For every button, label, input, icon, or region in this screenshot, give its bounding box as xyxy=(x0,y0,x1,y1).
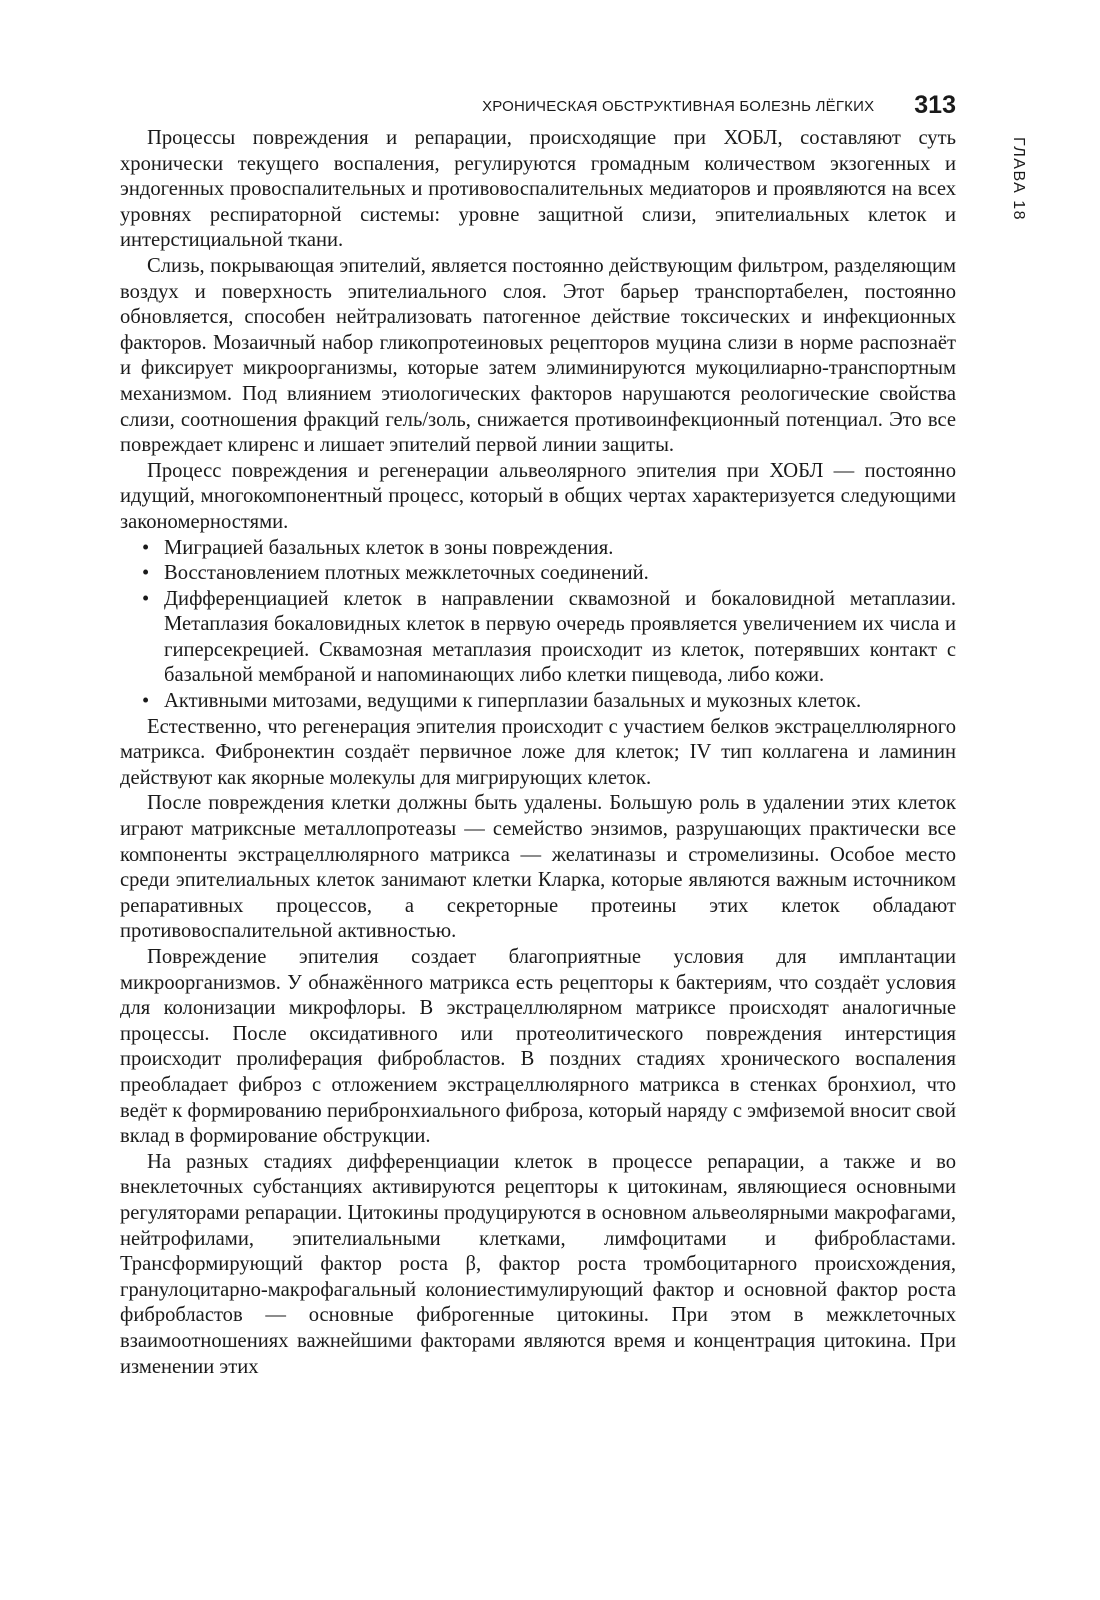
running-header xyxy=(120,88,956,120)
bullet-item xyxy=(120,536,956,562)
bullet-marker: • xyxy=(142,587,150,610)
bullet-item xyxy=(120,689,956,715)
bullet-item xyxy=(120,587,956,689)
paragraph-7: На разных стадиях дифференциации клеток в процессе репарации, а также и во внеклеточных субстанциях активируются рецепторы к цитокинам, являющиеся основными регуляторами репарации. Цитокины продуцируются в основном альвеолярными макрофагами, нейтрофилами, эпителиальными клетками, лимфоцитами и фибробластами. Трансформирующий фактор роста β, фактор роста тромбоцитарного происхождения, гранулоцитарно-макрофагальный колониестимулирующий фактор и основной фактор роста фибробластов — основные фиброгенные цитокины. При этом в межклеточных взаимоотношениях важнейшими факторами являются время и концентрация цитокина. При изменении этих xyxy=(120,1150,956,1378)
bullet-text: Восстановлением плотных межклеточных соединений. xyxy=(164,562,649,585)
bullet-text: Миграцией базальных клеток в зоны повреждения. xyxy=(164,536,614,559)
chapter-label xyxy=(1002,134,1034,224)
paragraph-2: Слизь, покрывающая эпителий, является постоянно действующим фильтром, разделяющим воздух и поверхность эпителиального слоя. Этот барьер транспортабелен, постоянно обновляется, способен нейтрализовать патогенное действие токсических и инфекционных факторов. Мозаичный набор гликопротеиновых рецепторов муцина слизи в норме распознаёт и фиксирует микроорганизмы, которые затем элиминируются мукоцилиарно-транспортным механизмом. Под влиянием этиологических факторов нарушаются реологические свойства слизи, соотношения фракций гель/золь, снижается противоинфекционный потенциал. Это все повреждает клиренс и лишает эпителий первой линии защиты. xyxy=(120,254,956,457)
chapter-label-text: ГЛАВА 18 xyxy=(1010,137,1027,221)
paragraph-6: Повреждение эпителия создает благоприятные условия для имплантации микроорганизмов. У обнажённого матрикса есть рецепторы к бактериям, что создаёт условия для колонизации микрофлоры. В экстрацеллюлярном матриксе происходят аналогичные процессы. После оксидативного или протеолитического повреждения интерстиция происходит пролиферация фибробластов. В поздних стадиях хронического воспаления преобладает фиброз с отложением экстрацеллюлярного матрикса в стенках бронхиол, что ведёт к формированию перибронхиального фиброза, который наряду с эмфиземой вносит свой вклад в формирование обструкции. xyxy=(120,946,956,1148)
paragraph-1: Процессы повреждения и репарации, происходящие при ХОБЛ, составляют суть хронически текущего воспаления, регулируются громадным количеством экзогенных и эндогенных провоспалительных и противовоспалительных медиаторов и проявляются на всех уровнях респираторной системы: уровне защитной слизи, эпителиальных клеток и интерстициальной ткани. xyxy=(120,127,956,252)
running-title: ХРОНИЧЕСКАЯ ОБСТРУКТИВНАЯ БОЛЕЗНЬ ЛЁГКИХ xyxy=(482,98,875,115)
bullet-marker: • xyxy=(142,562,150,585)
bullet-text: Активными митозами, ведущими к гиперплазии базальных и мукозных клеток. xyxy=(164,690,862,713)
bullet-text: Дифференциацией клеток в направлении сквамозной и бокаловидной метаплазии. Метаплазия бокаловидных клеток в первую очередь проявляется увеличением их числа и гиперсекрецией. Сквамозная метаплазия происходит из клеток, потерявших контакт с базальной мембраной и напоминающих либо клетки пищевода, либо кожи. xyxy=(164,587,956,687)
page-number: 313 xyxy=(914,91,956,119)
paragraph-4: Естественно, что регенерация эпителия происходит с участием белков экстрацеллюлярного матрикса. Фибронектин создаёт первичное ложе для клеток; IV тип коллагена и ламинин действуют как якорные молекулы для мигрирующих клеток. xyxy=(120,715,956,789)
bullet-item xyxy=(120,561,956,587)
page-body xyxy=(120,126,956,1380)
paragraph-3: Процесс повреждения и регенерации альвеолярного эпителия при ХОБЛ — постоянно идущий, многокомпонентный процесс, который в общих чертах характеризуется следующими закономерностями. xyxy=(120,459,956,533)
bullet-marker: • xyxy=(142,690,150,713)
paragraph-5: После повреждения клетки должны быть удалены. Большую роль в удалении этих клеток играют матриксные металлопротеазы — семейство энзимов, разрушающих практически все компоненты экстрацеллюлярного матрикса — желатиназы и стромелизины. Особое место среди эпителиальных клеток занимают клетки Кларка, которые являются важным источником репаративных процессов, а секреторные протеины этих клеток обладают противовоспалительной активностью. xyxy=(120,792,956,943)
bullet-list xyxy=(120,536,956,715)
bullet-marker: • xyxy=(142,536,150,559)
